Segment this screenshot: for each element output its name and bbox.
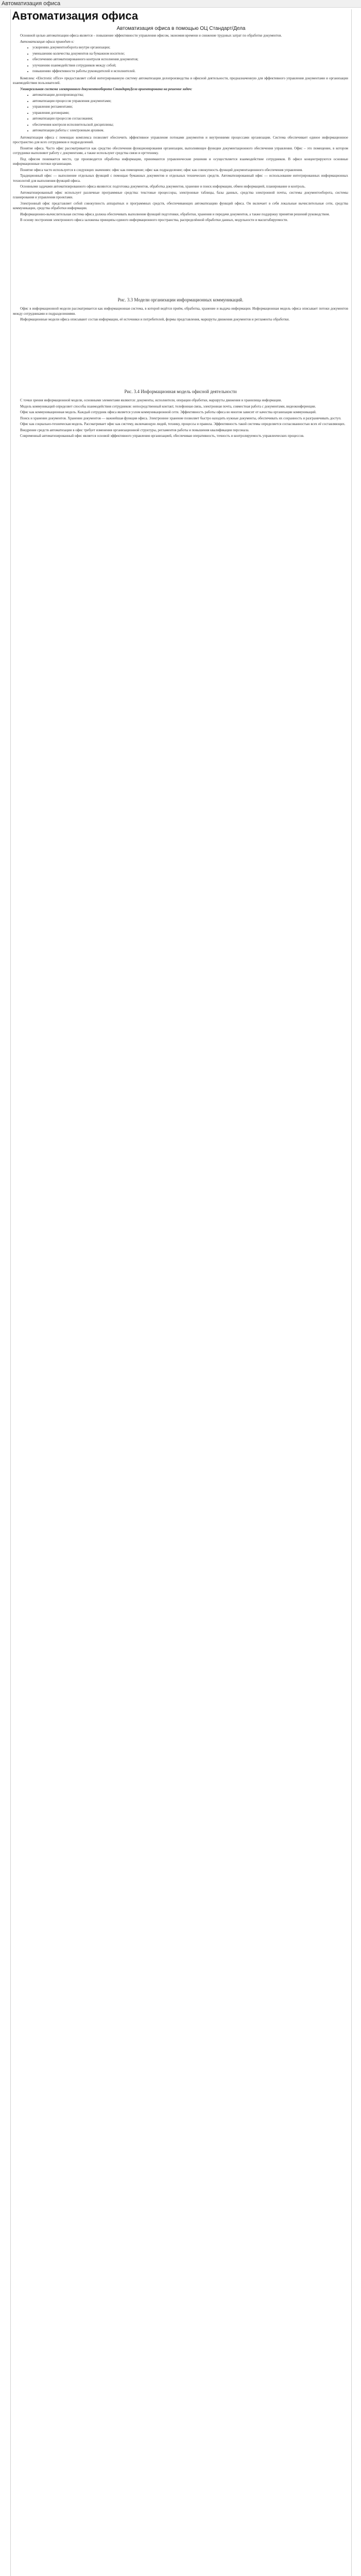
- paragraph: Офис как коммуникационная модель. Каждый сотрудник офиса является узлом коммуникационной сети. Эффективность работы офиса во многом зависит от качества организации коммуникаций.: [20, 411, 317, 414]
- list-item: • управления договорами;: [32, 111, 348, 116]
- figure-caption: Рис. 3.3 Модели организации информационных коммуникаций.: [117, 297, 244, 302]
- list-item: • автоматизации процессов согласования;: [32, 116, 348, 122]
- article-content: [11, 33, 351, 439]
- list-item: • улучшению взаимодействия сотрудников между собой;: [32, 63, 348, 69]
- list-item: • обеспечения контроля исполнительской дисциплины;: [32, 123, 348, 128]
- paragraph: Офис в информационной модели рассматривается как информационная система, в которой ведётся приём, обработка, хранение и выдача информации. Информационная модель офиса описывает потоки документов между сотрудниками и подразделениями.: [13, 307, 348, 316]
- site-header: [0, 0, 361, 8]
- figure-placeholder: [13, 324, 348, 385]
- list-item: • уменьшению количества документов на бумажном носителе;: [32, 52, 348, 57]
- figure-caption: Рис. 3.4 Информационная модель офисной деятельности: [124, 388, 237, 394]
- list-item: • ускорению документооборота внутри организации;: [32, 45, 348, 50]
- paragraph: С точки зрения информационной модели, основными элементами являются: документы, исполнители, операции обработки, маршруты движения и хранилища информации.: [20, 399, 282, 402]
- paragraph: Комплекс «Electronic office» предоставляет собой интегрированную систему автоматизации делопроизводства и офисной деятельности, предназначенную для эффективного управления документами и организации взаимодействия пользователей.: [13, 76, 348, 85]
- paragraph: Информационно-вычислительная система офиса должна обеспечивать выполнение функций подготовки, обработки, хранения и передачи документов, а также поддержку принятия решений руководством.: [20, 212, 330, 216]
- list-item: • обеспечению автоматизированного контроля исполнения документов;: [32, 57, 348, 62]
- paragraph: Основными задачами автоматизированного офиса являются: подготовка документов, обработка документов, хранение и поиск информации, обмен информацией, планирование и контроль.: [20, 185, 306, 189]
- list-title: Автоматизация офиса приводит к:: [20, 40, 75, 44]
- paragraph: Автоматизированный офис использует различные программные средства: текстовые процессоры, электронные таблицы, базы данных, средства электронной почты, системы документооборота, системы планирования и управления проектами.: [13, 191, 348, 199]
- list-title: Универсальная система электронного документооборота СтандартДела ориентирована на решение задач:: [20, 87, 193, 91]
- paragraph: Электронный офис представляет собой совокупность аппаратных и программных средств, обеспечивающих автоматизацию функций офиса. Он включает в себя локальные вычислительные сети, средства коммуникации, средства обработки информации.: [13, 201, 348, 210]
- paragraph: Основной целью автоматизации офиса является – повышение эффективности управления офисом, экономия времени и снижение трудовых затрат по обработке документов.: [20, 34, 282, 38]
- list-item: • повышению эффективности работы руководителей и исполнителей.: [32, 69, 348, 74]
- page-title: Автоматизация офиса: [12, 9, 139, 22]
- list-2: [32, 93, 348, 133]
- site-header-title: Автоматизация офиса: [2, 1, 61, 7]
- paragraph: Офис как социально-техническая модель. Рассматривает офис как систему, включающую людей, технику, процессы и правила. Эффективность такой системы определяется согласованностью всех её составляющих.: [20, 422, 346, 426]
- paragraph: Автоматизация офиса с помощью комплекса позволяет обеспечить эффективное управление потоками документов и внутренними процессами организации. Система обеспечивает единое информационное пространство для всех сотрудников и подразделений.: [13, 135, 348, 144]
- paragraph: Традиционный офис — выполнение отдельных функций с помощью бумажных документов и отдельных технических средств. Автоматизированный офис — использование интегрированных информационных технологий для выполнения функций офиса.: [13, 174, 348, 183]
- page-subtitle: Автоматизация офиса в помощью ОЦ Стандарт/Дела: [116, 26, 246, 31]
- paragraph: Внедрение средств автоматизации в офис требует изменения организационной структуры, регламентов работы и повышения квалификации персонала.: [20, 428, 249, 432]
- paragraph: Поиск и хранение документов. Хранение документов — важнейшая функция офиса. Электронное хранение позволяет быстро находить нужные документы, обеспечивать их сохранность и разграничивать доступ.: [20, 416, 341, 420]
- paragraph: Понятие офиса. Часто офис рассматривается как средство обеспечения функционирования организации, выполняющее функции документационного обеспечения управления. Офис – это помещение, в котором сотрудники выполняют работу с документами, а также используют средства связи и оргтехнику.: [13, 146, 348, 155]
- page-body: [10, 9, 352, 2576]
- list-item: • автоматизации процессов управления документами;: [32, 99, 348, 104]
- figure-placeholder: [13, 224, 348, 294]
- list-1: [32, 45, 348, 74]
- paragraph: Информационные модели офиса описывают состав информации, её источники и потребителей, формы представления, маршруты движения документов и регламенты обработки.: [20, 318, 290, 321]
- paragraph: Понятие офиса часто используется в следующих значениях: офис как помещение; офис как подразделение; офис как совокупность функций документационного обеспечения управления.: [20, 168, 303, 172]
- list-item: • автоматизации делопроизводства;: [32, 93, 348, 98]
- paragraph: Под офисом понимается место, где производится обработка информации, принимаются управленческие решения и осуществляется взаимодействие сотрудников. В офисе концентрируются основные информационные потоки организации.: [13, 157, 348, 166]
- paragraph: Современный автоматизированный офис является основой эффективного управления организацией, обеспечивая оперативность, точность и контролируемость управленческих процессов.: [20, 434, 304, 438]
- paragraph: В основу построения электронного офиса заложены принципы единого информационного пространства, распределённой обработки данных, модульности и масштабируемости.: [20, 218, 288, 222]
- list-item: • управления регламентами;: [32, 105, 348, 110]
- paragraph: Модель коммуникаций определяет способы взаимодействия сотрудников: непосредственный контакт, телефонная связь, электронная почта, совместная работа с документами, видеоконференции.: [20, 404, 316, 409]
- list-item: • автоматизации работы с электронным архивом.: [32, 128, 348, 133]
